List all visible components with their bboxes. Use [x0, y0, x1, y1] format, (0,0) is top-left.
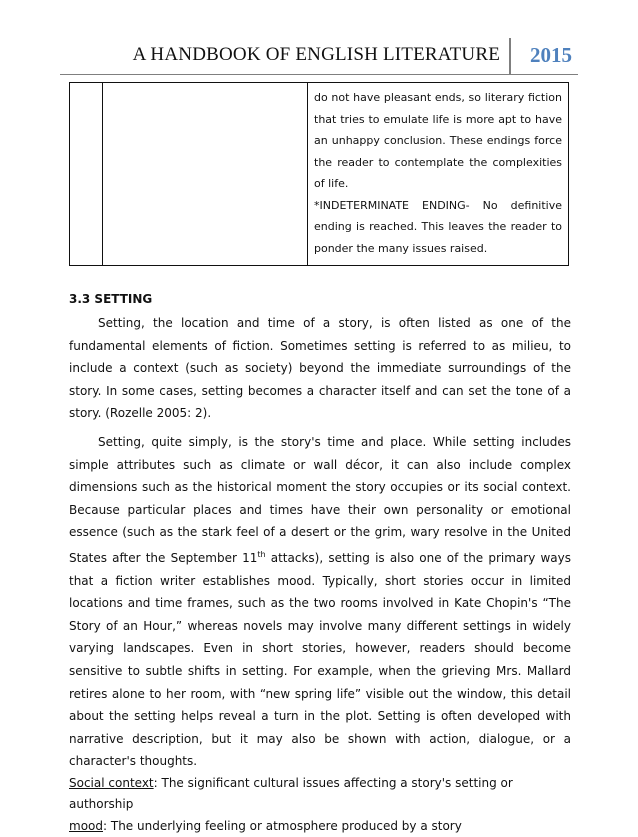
- header-separator: [509, 38, 511, 74]
- definition-mood: [69, 816, 571, 837]
- header-title: A HANDBOOK OF ENGLISH LITERATURE: [132, 44, 500, 65]
- superscript-th: th: [257, 549, 266, 559]
- paragraph-1: Setting, the location and time of a story, is often listed as one of the fundamental elements of fiction. Sometimes setting is referred to as milieu, to include a context (such as society) beyond the immediate surroundings of the story. In some cases, setting becomes a character itself and can set the tone of a story. (Rozelle 2005: 2).: [69, 316, 571, 421]
- table-row: [70, 83, 569, 266]
- header-year: 2015: [530, 43, 572, 67]
- section-body: [69, 292, 571, 837]
- paragraph-2: [69, 431, 571, 773]
- section-heading: 3.3 SETTING: [69, 292, 153, 306]
- paragraph-2-part-1: Setting, quite simply, is the story's time and place. While setting includes simple attributes such as climate or wall décor, it can also include complex dimensions such as the historical moment the story occupies or its social context. Because particular places and times have their own personality or emotional essence (such as the stark feel of a desert or the grim, wary resolve in the United States after the September 11: [69, 434, 571, 565]
- definition-text: : The underlying feeling or atmosphere produced by a story: [103, 818, 462, 833]
- table-cell-text: [308, 83, 569, 266]
- definition-term: Social context: [69, 775, 154, 790]
- cell-paragraph-endings: do not have pleasant ends, so literary fiction that tries to emulate life is more apt to have an unhappy conclusion. These endings force the reader to contemplate the complexities of life.: [314, 91, 562, 190]
- cell-paragraph-indeterminate: *INDETERMINATE ENDING- No definitive ending is reached. This leaves the reader to ponder the many issues raised.: [314, 198, 562, 255]
- definition-social-context: [69, 773, 571, 816]
- table-cell-empty-1: [70, 83, 103, 266]
- definition-term: mood: [69, 818, 103, 833]
- header-rule: [60, 74, 578, 75]
- definition-text: : The significant cultural issues affecting a story's setting or authorship: [69, 775, 513, 812]
- continued-table: [69, 82, 569, 266]
- paragraph-2-part-2: attacks), setting is also one of the primary ways that a fiction writer establishes mood. Typically, short stories occur in limited locations and time frames, such as the two rooms involved in Kate Chopin's “The Story of an Hour,” whereas novels may involve many different settings in widely varying landscapes. Even in short stories, however, readers should become sensitive to subtle shifts in setting. For example, when the grieving Mrs. Mallard retires alone to her room, with “new spring life” visible out the window, this detail about the setting helps reveal a turn in the plot. Setting is often developed with narrative description, but it may also be shown with action, dialogue, or a character's thoughts.: [69, 550, 572, 769]
- page-header: [60, 38, 578, 74]
- table-cell-empty-2: [103, 83, 308, 266]
